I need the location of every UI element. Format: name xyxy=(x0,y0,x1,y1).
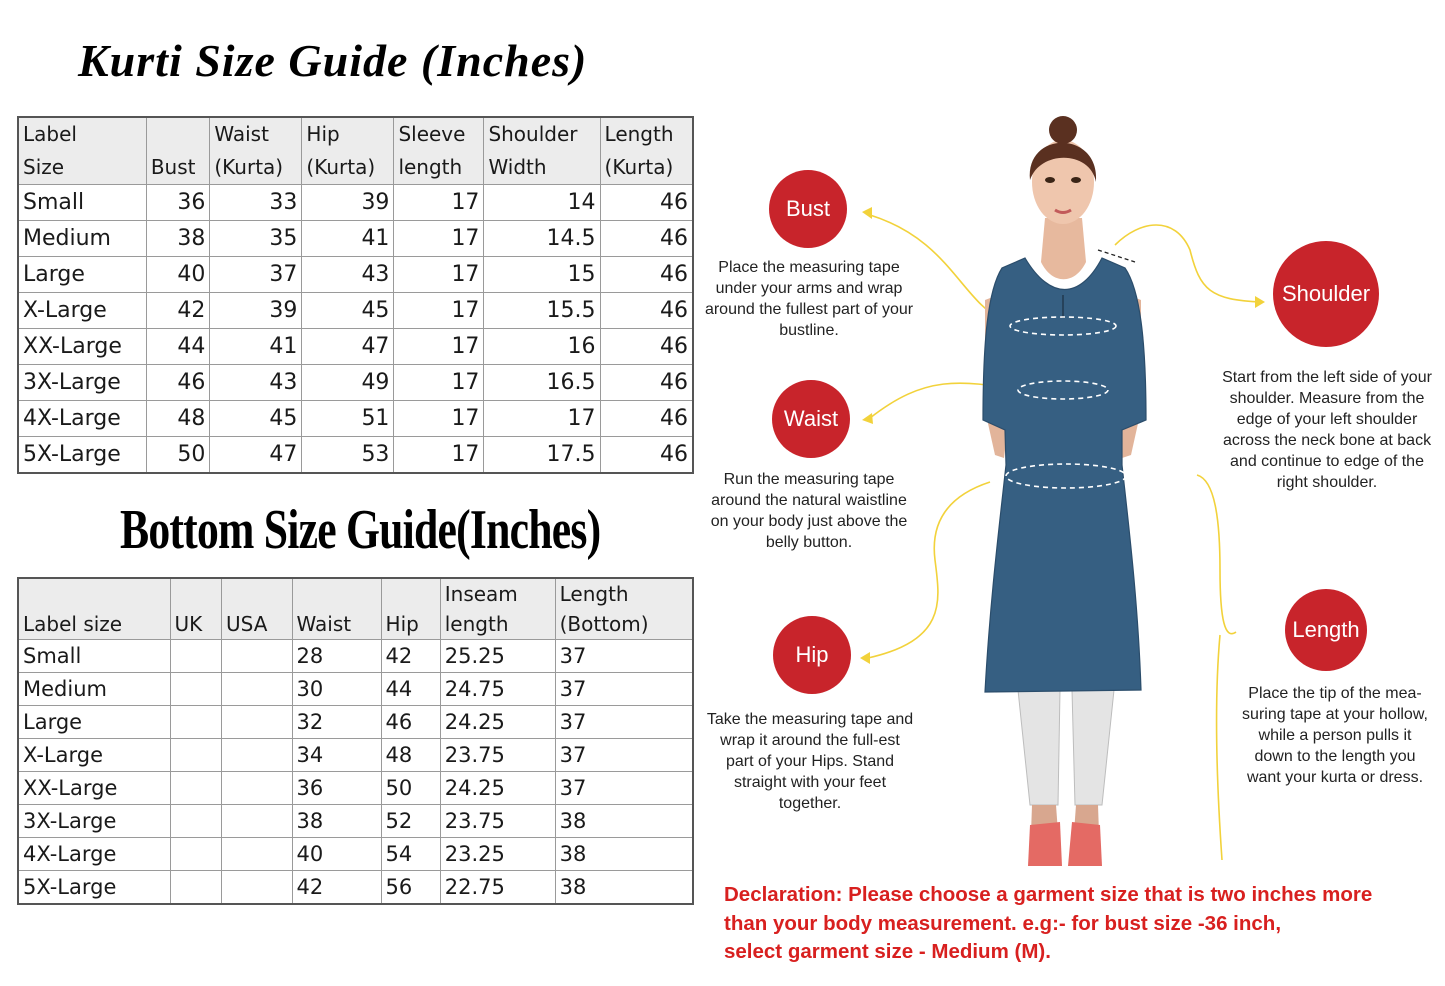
table-cell: 15.5 xyxy=(484,293,600,329)
table-cell: 17 xyxy=(394,437,484,474)
table-cell: 46 xyxy=(146,365,210,401)
kurti-header-text: length xyxy=(398,155,463,179)
table-cell: 5X-Large xyxy=(18,871,170,905)
table-cell: Medium xyxy=(18,221,146,257)
table-cell: 51 xyxy=(302,401,394,437)
table-cell: 32 xyxy=(292,706,381,739)
bottom-header-text: Inseam xyxy=(444,582,518,606)
bottom-header-text: Length xyxy=(559,582,629,606)
kurti-size-guide-title: Kurti Size Guide (Inches) xyxy=(78,35,588,86)
kurta xyxy=(983,258,1146,692)
table-cell: 3X-Large xyxy=(18,805,170,838)
table-cell: Large xyxy=(18,257,146,293)
table-cell: 17 xyxy=(484,401,600,437)
table-cell: Small xyxy=(18,185,146,221)
table-cell: 17 xyxy=(394,293,484,329)
table-cell: 33 xyxy=(210,185,302,221)
hip-description: Take the measuring tape and wrap it around the full-est part of your Hips. Stand straight with your feet together. xyxy=(706,711,914,812)
kurti-header-text: Size xyxy=(23,155,65,179)
table-cell: 44 xyxy=(146,329,210,365)
table-cell: 46 xyxy=(600,401,693,437)
table-cell: 34 xyxy=(292,739,381,772)
table-cell: 43 xyxy=(302,257,394,293)
table-cell: XX-Large xyxy=(18,329,146,365)
table-cell: 14 xyxy=(484,185,600,221)
table-cell: 38 xyxy=(555,805,693,838)
table-cell: Large xyxy=(18,706,170,739)
bust-circle: Bust xyxy=(769,170,847,248)
table-cell: 42 xyxy=(292,871,381,905)
hip-circle: Hip xyxy=(773,616,851,694)
table-cell: 42 xyxy=(381,640,440,673)
declaration-note xyxy=(724,881,1434,967)
table-cell: 38 xyxy=(555,871,693,905)
table-cell: 39 xyxy=(302,185,394,221)
table-cell: XX-Large xyxy=(18,772,170,805)
table-cell: 46 xyxy=(600,221,693,257)
table-cell: Medium xyxy=(18,673,170,706)
table-cell: 37 xyxy=(555,640,693,673)
table-cell: 17 xyxy=(394,257,484,293)
head-and-neck xyxy=(1030,116,1096,279)
table-cell: 15 xyxy=(484,257,600,293)
table-cell: 48 xyxy=(381,739,440,772)
table-cell: 38 xyxy=(292,805,381,838)
kurti-header-text: (Kurta) xyxy=(604,155,674,179)
declaration-line-1: Declaration: Please choose a garment size that is two inches more xyxy=(724,883,1373,906)
table-cell: 49 xyxy=(302,365,394,401)
table-cell: 47 xyxy=(210,437,302,474)
bottom-size-guide-title: Bottom Size Guide(Inches) xyxy=(120,499,601,561)
length-description: Place the tip of the mea-suring tape at your hollow, while a person pulls it down to the length you want your kurta or dress. xyxy=(1242,685,1428,786)
shoes xyxy=(1028,805,1102,866)
kurti-header-text: Width xyxy=(488,155,547,179)
bottom-header-text: UK xyxy=(174,612,203,636)
table-cell: 54 xyxy=(381,838,440,871)
table-cell: 17 xyxy=(394,221,484,257)
waist-circle: Waist xyxy=(772,380,850,458)
kurti-header-text: Label xyxy=(23,122,77,146)
table-cell: 17 xyxy=(394,401,484,437)
table-cell: 4X-Large xyxy=(18,401,146,437)
shoulder-description: Start from the left side of your shoulder. Measure from the edge of your left shoulder across the neck bone at back and continue to edge of the right shoulder. xyxy=(1222,369,1432,491)
table-cell: 37 xyxy=(555,739,693,772)
table-cell: 46 xyxy=(600,365,693,401)
table-cell: 53 xyxy=(302,437,394,474)
kurti-header-text: Waist xyxy=(214,122,269,146)
table-cell: 16.5 xyxy=(484,365,600,401)
table-cell: 17 xyxy=(394,185,484,221)
table-cell: X-Large xyxy=(18,739,170,772)
kurti-header-text: (Kurta) xyxy=(214,155,284,179)
table-cell: 50 xyxy=(381,772,440,805)
table-cell: 48 xyxy=(146,401,210,437)
table-cell: 46 xyxy=(381,706,440,739)
table-cell: 47 xyxy=(302,329,394,365)
table-cell: 45 xyxy=(302,293,394,329)
table-cell: 4X-Large xyxy=(18,838,170,871)
kurti-header-text: Length xyxy=(604,122,674,146)
table-cell: 37 xyxy=(555,673,693,706)
table-cell: 38 xyxy=(555,838,693,871)
table-cell: 43 xyxy=(210,365,302,401)
table-cell: 24.25 xyxy=(440,706,555,739)
shoulder-circle: Shoulder xyxy=(1273,241,1379,347)
bottom-header-text: USA xyxy=(226,612,268,636)
table-cell: 17 xyxy=(394,329,484,365)
table-cell: 46 xyxy=(600,257,693,293)
table-cell: 23.75 xyxy=(440,739,555,772)
kurti-header-text: Sleeve xyxy=(398,122,466,146)
table-cell: 44 xyxy=(381,673,440,706)
bottom-header-text: (Bottom) xyxy=(559,612,649,636)
table-cell: 36 xyxy=(146,185,210,221)
table-cell: 37 xyxy=(210,257,302,293)
table-cell: 39 xyxy=(210,293,302,329)
bottom-header-text: length xyxy=(444,612,509,636)
table-cell: 14.5 xyxy=(484,221,600,257)
table-cell: 45 xyxy=(210,401,302,437)
kurti-header-text: Hip xyxy=(306,122,340,146)
table-cell: 56 xyxy=(381,871,440,905)
bottom-header-text: Hip xyxy=(385,612,419,636)
table-cell: 17 xyxy=(394,365,484,401)
declaration-line-3: select garment size - Medium (M). xyxy=(724,940,1051,963)
table-cell: 16 xyxy=(484,329,600,365)
table-cell: 38 xyxy=(146,221,210,257)
kurti-header-text: (Kurta) xyxy=(306,155,376,179)
table-cell: 41 xyxy=(210,329,302,365)
table-cell: 35 xyxy=(210,221,302,257)
table-cell: 40 xyxy=(292,838,381,871)
table-cell: 17.5 xyxy=(484,437,600,474)
bust-description: Place the measuring tape under your arms and wrap around the fullest part of your bustline. xyxy=(704,259,914,339)
table-cell: 28 xyxy=(292,640,381,673)
table-cell: 37 xyxy=(555,772,693,805)
length-circle: Length xyxy=(1285,589,1367,671)
table-cell: 36 xyxy=(292,772,381,805)
table-cell: 25.25 xyxy=(440,640,555,673)
table-cell: 46 xyxy=(600,185,693,221)
bottom-header-text: Label size xyxy=(23,612,123,636)
table-cell: 42 xyxy=(146,293,210,329)
table-cell: 5X-Large xyxy=(18,437,146,474)
table-cell: 24.25 xyxy=(440,772,555,805)
kurti-header-text: Shoulder xyxy=(488,122,578,146)
table-cell: X-Large xyxy=(18,293,146,329)
table-cell: 40 xyxy=(146,257,210,293)
table-cell: 41 xyxy=(302,221,394,257)
table-cell: 52 xyxy=(381,805,440,838)
table-cell: 46 xyxy=(600,329,693,365)
table-cell: 37 xyxy=(555,706,693,739)
table-cell: 23.75 xyxy=(440,805,555,838)
declaration-line-2: than your body measurement. e.g:- for bust size -36 inch, xyxy=(724,911,1282,935)
table-cell: 24.75 xyxy=(440,673,555,706)
table-cell: 46 xyxy=(600,293,693,329)
table-cell: 3X-Large xyxy=(18,365,146,401)
waist-description: Run the measuring tape around the natural waistline on your body just above the belly button. xyxy=(710,471,908,551)
kurti-header-text: Bust xyxy=(150,155,196,179)
table-cell: 46 xyxy=(600,437,693,474)
bottom-header-text: Waist xyxy=(296,612,352,636)
leggings xyxy=(1018,690,1114,805)
table-cell: 50 xyxy=(146,437,210,474)
table-cell: 23.25 xyxy=(440,838,555,871)
table-cell: Small xyxy=(18,640,170,673)
table-cell: 22.75 xyxy=(440,871,555,905)
table-cell: 30 xyxy=(292,673,381,706)
